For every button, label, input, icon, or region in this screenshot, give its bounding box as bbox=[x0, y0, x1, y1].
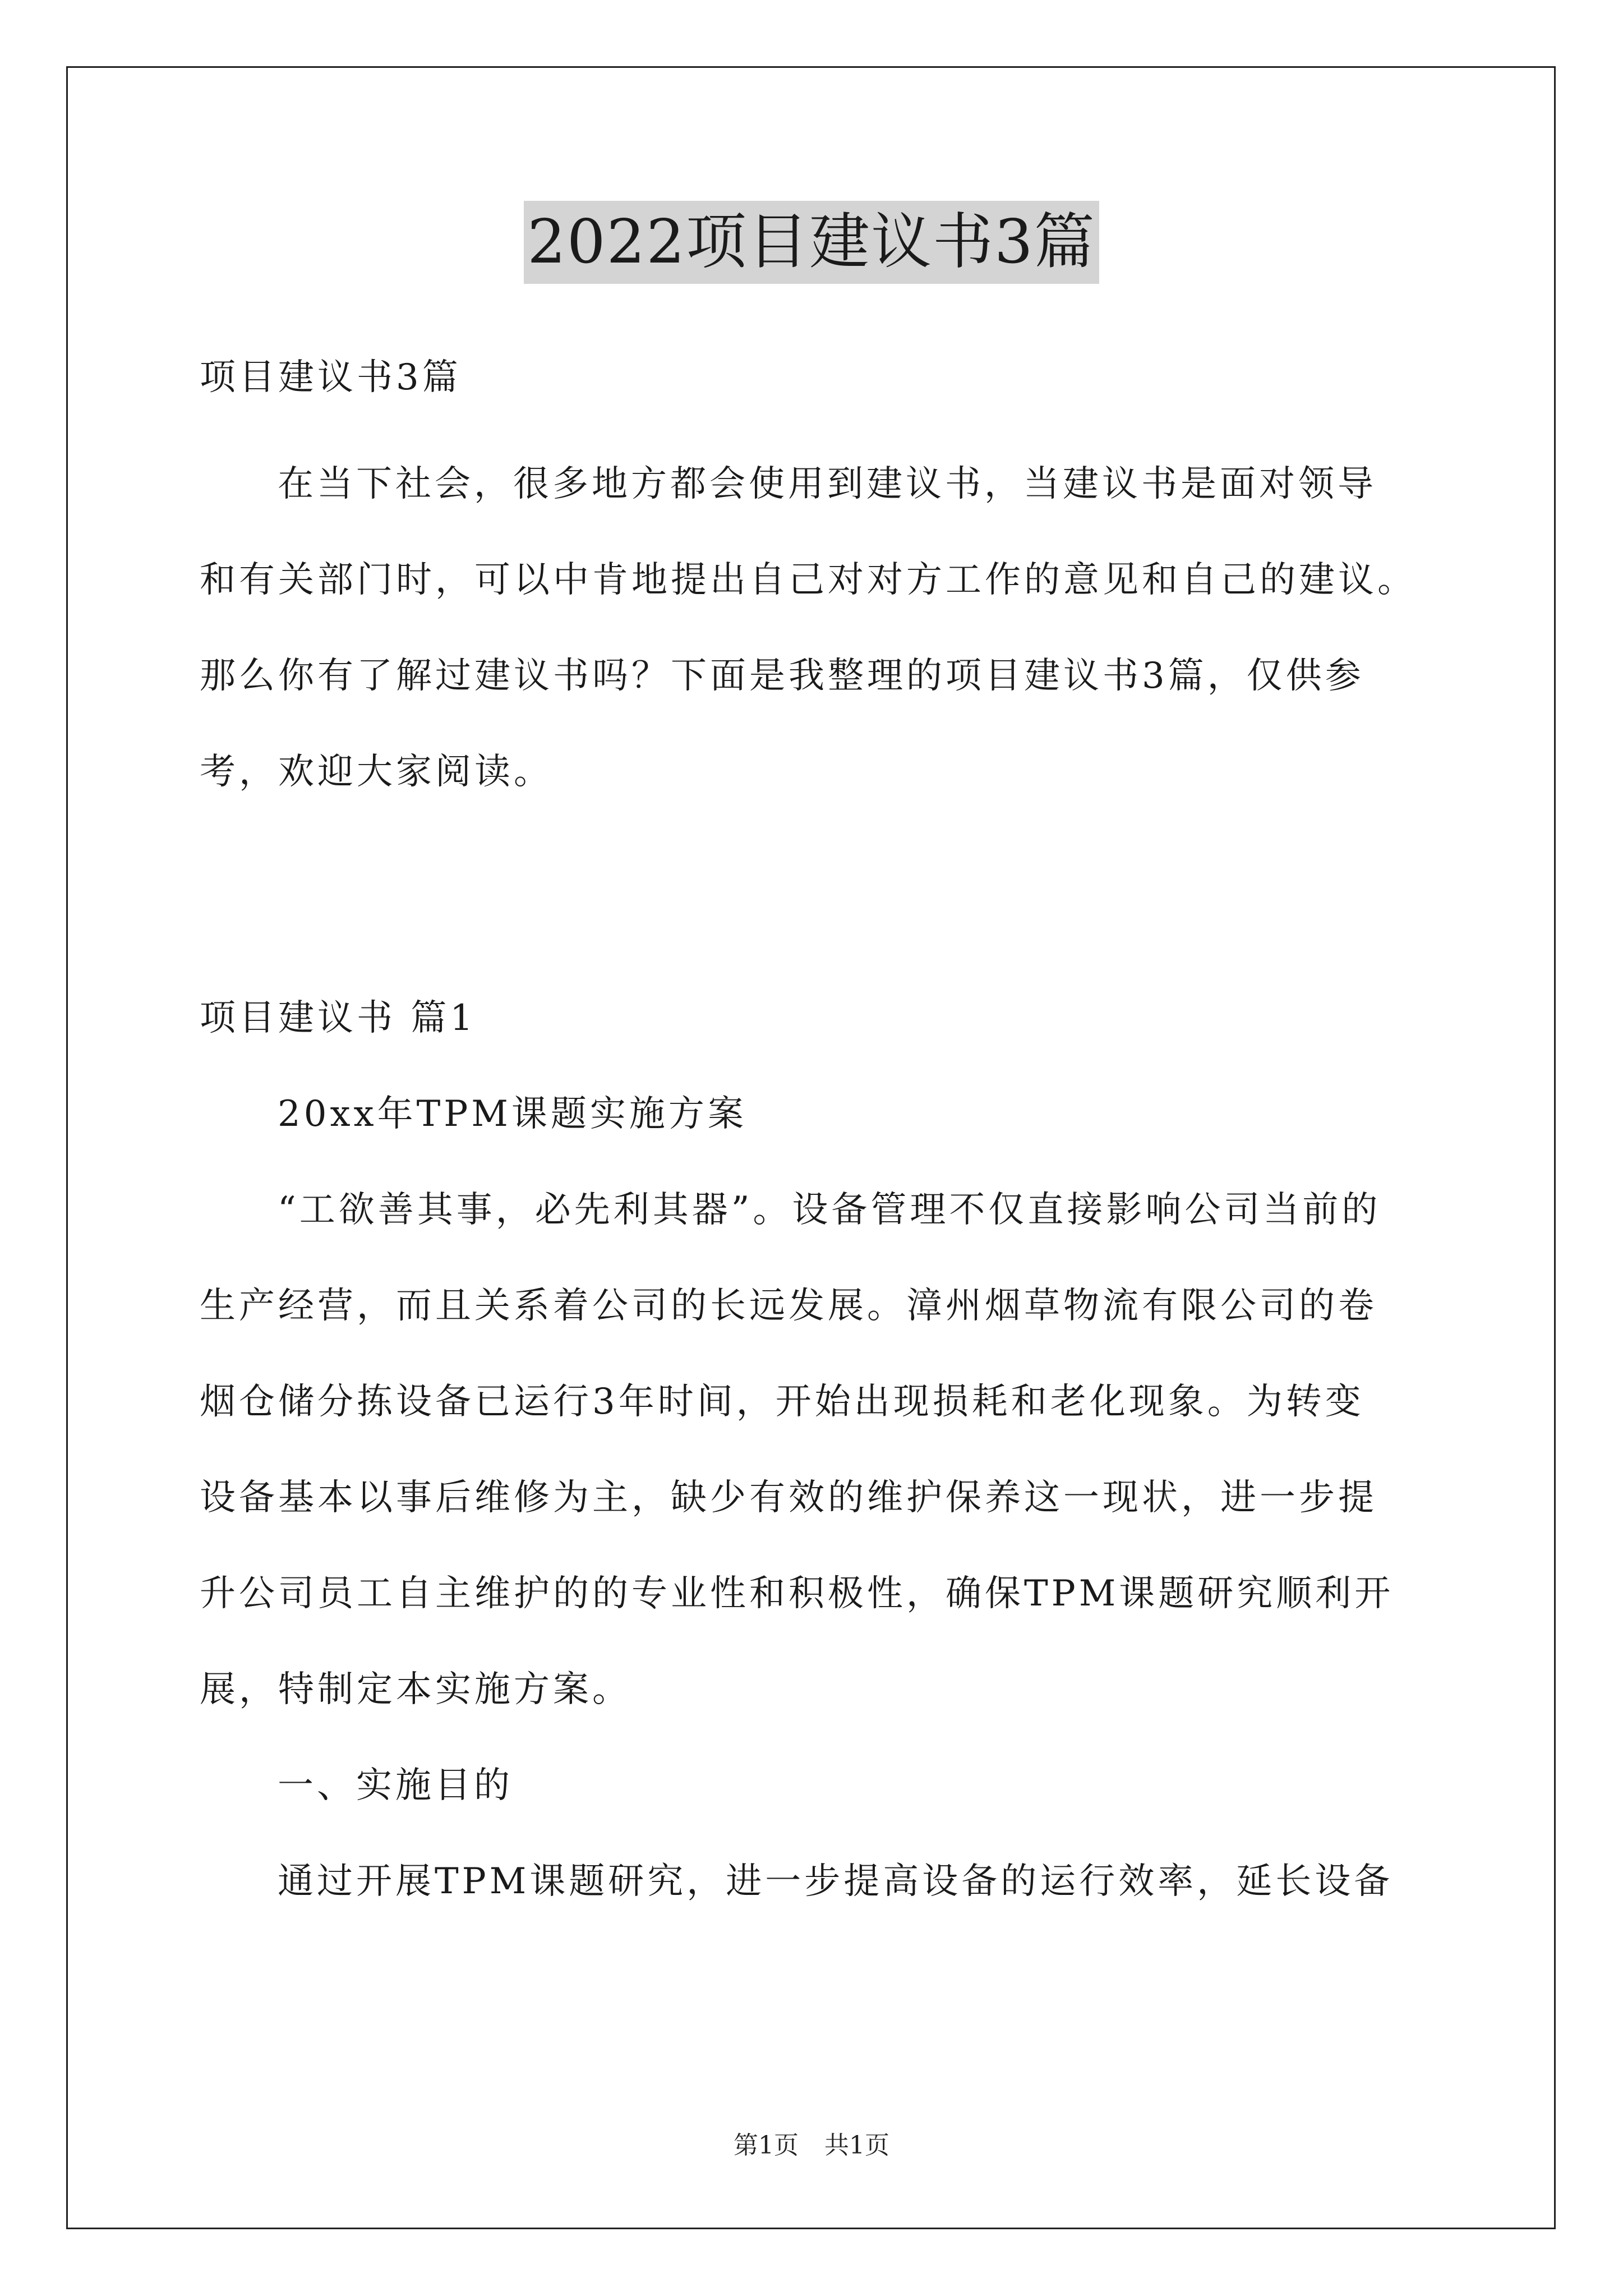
body-line-5: 升公司员工自主维护的的专业性和积极性，确保TPM课题研究顺利开 bbox=[200, 1573, 1394, 1614]
intro-line-3: 那么你有了解过建议书吗？下面是我整理的项目建议书3篇，仅供参 bbox=[200, 655, 1364, 697]
plan-title: 20xx年TPM课题实施方案 bbox=[278, 1093, 747, 1135]
section-heading: 项目建议书 篇1 bbox=[200, 997, 477, 1039]
title-container bbox=[0, 201, 1623, 284]
page-number-current: 第1页 bbox=[734, 2131, 799, 2160]
item-heading: 一、实施目的 bbox=[278, 1765, 513, 1806]
body-line-1: “工欲善其事，必先利其器”。设备管理不仅直接影响公司当前的 bbox=[278, 1189, 1381, 1231]
page-footer bbox=[0, 2129, 1623, 2162]
intro-line-2: 和有关部门时，可以中肯地提出自己对对方工作的意见和自己的建议。 bbox=[200, 559, 1417, 601]
document-subtitle: 项目建议书3篇 bbox=[200, 357, 462, 398]
body-line-3: 烟仓储分拣设备已运行3年时间，开始出现损耗和老化现象。为转变 bbox=[200, 1381, 1364, 1423]
page-number-total: 共1页 bbox=[824, 2131, 889, 2160]
body-line-4: 设备基本以事后维修为主，缺少有效的维护保养这一现状，进一步提 bbox=[200, 1477, 1377, 1519]
intro-line-1: 在当下社会，很多地方都会使用到建议书，当建议书是面对领导 bbox=[278, 463, 1377, 505]
item-line: 通过开展TPM课题研究，进一步提高设备的运行效率，延长设备 bbox=[278, 1861, 1394, 1902]
document-title: 2022项目建议书3篇 bbox=[524, 201, 1099, 284]
intro-line-4: 考，欢迎大家阅读。 bbox=[200, 751, 553, 793]
body-line-6: 展，特制定本实施方案。 bbox=[200, 1669, 631, 1710]
body-line-2: 生产经营，而且关系着公司的长远发展。漳州烟草物流有限公司的卷 bbox=[200, 1285, 1377, 1327]
